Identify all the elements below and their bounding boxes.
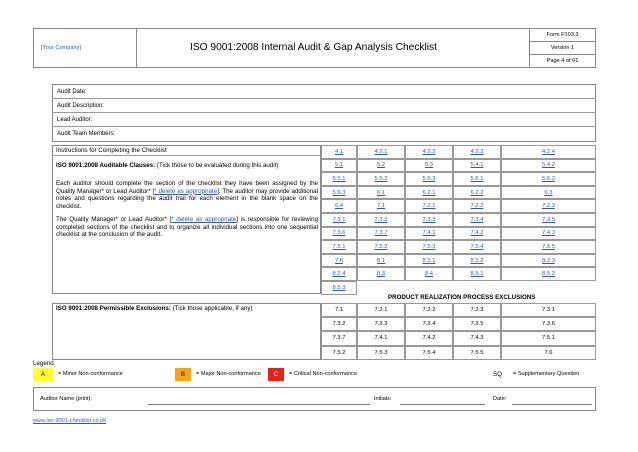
- footer-url[interactable]: www.iso-9001-checklist.co.uk: [33, 418, 107, 424]
- clause-link[interactable]: 5.4.2: [542, 162, 555, 169]
- signoff-box: [33, 387, 596, 411]
- page-number: Page 4 of 61: [546, 58, 579, 64]
- signoff-date-label: Date:: [493, 396, 507, 402]
- legend-text-b: = Major Non-conformance: [196, 371, 261, 377]
- clause-cell[interactable]: [405, 254, 453, 268]
- legend-swatch-c: C: [268, 368, 284, 381]
- exclusions-label-bold: ISO 9001:2008 Permissible Exclusions:: [56, 305, 171, 312]
- company-name: [Your Company]: [41, 45, 81, 51]
- clause-cell[interactable]: [453, 240, 501, 254]
- para2-text-b: ] is responsible for reviewing completed sections of the checklist and to organize all individual sections into one sequential checklist at the conclusion of the audit.: [56, 216, 319, 239]
- form-info-divider-2: [529, 54, 596, 55]
- clause-link[interactable]: 8.5.1: [470, 271, 484, 278]
- clause-link[interactable]: 8.3: [376, 271, 386, 278]
- clause-link[interactable]: 7.4.1: [422, 230, 436, 237]
- clause-cell[interactable]: [357, 159, 405, 173]
- clause-cell[interactable]: [321, 159, 357, 173]
- exclusion-cell[interactable]: 7.6: [501, 346, 596, 360]
- clause-cell[interactable]: [321, 254, 357, 268]
- legend-swatch-a: A: [33, 368, 53, 381]
- form-info-divider-1: [529, 41, 596, 42]
- clause-link[interactable]: 7.2.2: [470, 203, 484, 210]
- clause-link[interactable]: 8.2.3: [542, 257, 555, 264]
- para2-delete-link[interactable]: * delete as appropriate: [171, 216, 237, 223]
- clause-cell[interactable]: [321, 281, 357, 295]
- clause-link[interactable]: 6.1: [376, 189, 386, 196]
- clause-link[interactable]: 7.3.1: [332, 216, 346, 223]
- clause-cell[interactable]: [321, 199, 357, 213]
- clause-cell[interactable]: [405, 227, 453, 241]
- signoff-date-line[interactable]: [512, 404, 592, 405]
- clause-cell[interactable]: [405, 186, 453, 200]
- clause-link[interactable]: 4.2.1: [374, 148, 388, 155]
- clause-cell[interactable]: [405, 159, 453, 173]
- audit-description-label: Audit Description:: [57, 102, 105, 109]
- clause-link[interactable]: 7.3.2: [374, 216, 388, 223]
- clause-link[interactable]: 7.1: [376, 203, 386, 210]
- clause-cell[interactable]: [405, 213, 453, 227]
- exclusion-cell[interactable]: 7.5.4: [405, 346, 453, 360]
- clause-cell[interactable]: [501, 254, 596, 268]
- exclusion-cell[interactable]: 7.2.1: [357, 303, 405, 317]
- para2-text-a: The Quality Manager* or Lead Auditor* [: [56, 216, 172, 223]
- exclusions-label-note: (Tick those applicable, if any): [170, 305, 253, 312]
- exclusion-cell[interactable]: 7.3.1: [501, 303, 596, 317]
- clause-link[interactable]: 7.4.2: [470, 230, 484, 237]
- clause-cell[interactable]: [405, 240, 453, 254]
- clause-cell[interactable]: [501, 172, 596, 186]
- legend-code-sq: SQ: [493, 371, 502, 378]
- clause-link[interactable]: 7.6: [334, 257, 344, 264]
- clause-link[interactable]: 7.5.4: [470, 243, 484, 250]
- clause-link[interactable]: 5.6.1: [470, 175, 484, 182]
- auditor-name-label: Auditor Name (print):: [40, 396, 92, 402]
- clause-link[interactable]: 7.5.3: [422, 243, 436, 250]
- exclusion-cell[interactable]: 7.2.2: [405, 303, 453, 317]
- instructions-para-2: [56, 216, 318, 239]
- legend-swatch-b: B: [175, 368, 191, 381]
- clause-cell[interactable]: [501, 199, 596, 213]
- clause-cell[interactable]: [405, 199, 453, 213]
- clause-link[interactable]: 6.3: [544, 189, 553, 196]
- legend-text-a: = Minor Non-conformance: [58, 371, 123, 377]
- clause-cell[interactable]: [453, 159, 501, 173]
- clause-link[interactable]: 4.2.3: [470, 148, 484, 155]
- clause-link[interactable]: 5.2: [376, 162, 386, 169]
- exclusion-cell[interactable]: 7.4.1: [357, 331, 405, 345]
- audit-date-label: Audit Date:: [57, 88, 87, 95]
- clause-cell[interactable]: [321, 213, 357, 227]
- clause-cell[interactable]: [321, 172, 357, 186]
- instructions-heading: Instructions for Completing the Checklist: [56, 147, 167, 154]
- clause-cell[interactable]: [357, 213, 405, 227]
- clause-link[interactable]: 5.1: [334, 162, 344, 169]
- clause-cell[interactable]: [453, 199, 501, 213]
- clause-cell[interactable]: [501, 213, 596, 227]
- para1-text-a: Each auditor should complete the section of the checklist they have been assigned by the Quality Manager* or Lead Auditor* [: [56, 180, 318, 195]
- exclusion-cell[interactable]: 7.1: [321, 303, 357, 317]
- clause-cell[interactable]: [357, 145, 405, 159]
- clause-link[interactable]: 6.2.2: [470, 189, 484, 196]
- clause-cell[interactable]: [501, 145, 596, 159]
- clause-link[interactable]: 5.6.2: [542, 175, 555, 182]
- clause-cell[interactable]: [405, 172, 453, 186]
- exclusion-cell[interactable]: 7.3.3: [357, 317, 405, 331]
- clause-link[interactable]: 7.2.1: [422, 203, 436, 210]
- exclusion-cell[interactable]: 7.3.7: [321, 331, 357, 345]
- clause-link[interactable]: 5.5.1: [332, 175, 346, 182]
- clause-link[interactable]: 7.3.5: [542, 216, 555, 223]
- legend-text-c: = Critical Non-conformance: [289, 371, 357, 377]
- clause-link[interactable]: 8.5.3: [332, 284, 346, 291]
- clause-link[interactable]: 8.2.2: [470, 257, 484, 264]
- audit-team-field[interactable]: [52, 127, 596, 141]
- exclusion-cell[interactable]: 7.2.3: [453, 303, 501, 317]
- page-title: ISO 9001:2008 Internal Audit & Gap Analysis Checklist: [190, 42, 437, 53]
- clause-link[interactable]: 4.1: [334, 148, 344, 155]
- audit-team-label: Audit Team Members:: [57, 131, 116, 137]
- exclusion-cell[interactable]: 7.3.5: [453, 317, 501, 331]
- legend-title: Legend: [33, 360, 54, 367]
- exclusion-cell[interactable]: 7.5.5: [453, 346, 501, 360]
- clause-link[interactable]: 5.4.1: [470, 162, 484, 169]
- clause-cell[interactable]: [453, 145, 501, 159]
- clause-cell[interactable]: [357, 172, 405, 186]
- form-number: Form F103.3: [546, 32, 579, 38]
- clause-cell[interactable]: [321, 186, 357, 200]
- clause-link[interactable]: 4.2.2: [422, 148, 436, 155]
- clause-cell[interactable]: [357, 227, 405, 241]
- exclusion-cell[interactable]: 7.3.4: [405, 317, 453, 331]
- exclusion-cell[interactable]: 7.3.2: [321, 317, 357, 331]
- version: Version 1: [550, 45, 575, 51]
- clause-link[interactable]: 7.4.3: [542, 230, 555, 237]
- lead-auditor-label: Lead Auditor:: [57, 116, 93, 123]
- auditable-clauses-note: (Tick those to be evaluated during this audit): [155, 162, 279, 169]
- clause-cell[interactable]: [501, 186, 596, 200]
- exclusion-cell[interactable]: 7.4.3: [453, 331, 501, 345]
- clause-cell[interactable]: [357, 186, 405, 200]
- audit-description-field[interactable]: [52, 99, 596, 113]
- clause-cell[interactable]: [321, 145, 357, 159]
- clause-link[interactable]: 7.3.6: [332, 230, 346, 237]
- clause-cell[interactable]: [501, 240, 596, 254]
- clause-cell[interactable]: [357, 267, 405, 281]
- legend-text-sq: = Supplementary Question: [513, 371, 580, 377]
- auditable-clauses-label: [56, 162, 318, 169]
- clause-link[interactable]: 7.5.5: [542, 243, 555, 250]
- exclusion-cell[interactable]: 7.5.2: [321, 346, 357, 360]
- exclusions-label: [56, 305, 318, 312]
- clause-cell[interactable]: [357, 199, 405, 213]
- clause-link[interactable]: 5.5.2: [374, 175, 388, 182]
- clause-link[interactable]: 7.3.4: [470, 216, 484, 223]
- lead-auditor-field[interactable]: [52, 113, 596, 127]
- clause-link[interactable]: 8.4: [424, 271, 434, 278]
- clause-link[interactable]: 5.6.3: [332, 189, 346, 196]
- exclusion-cell[interactable]: 7.4.2: [405, 331, 453, 345]
- clause-link[interactable]: 7.3.3: [422, 216, 436, 223]
- clause-cell[interactable]: [357, 254, 405, 268]
- auditor-name-line[interactable]: [148, 404, 370, 405]
- clause-link[interactable]: 7.5.1: [332, 243, 346, 250]
- clause-cell[interactable]: [501, 159, 596, 173]
- para1-delete-link[interactable]: * delete as appropriate: [154, 187, 218, 195]
- instructions-heading-rule: [52, 155, 321, 156]
- clause-link[interactable]: 4.2.4: [542, 148, 555, 155]
- clause-cell[interactable]: [453, 254, 501, 268]
- clause-cell[interactable]: [321, 227, 357, 241]
- clause-link[interactable]: 6.4: [334, 203, 344, 210]
- clause-cell[interactable]: [405, 267, 453, 281]
- clause-link[interactable]: 8.5.2: [542, 271, 555, 278]
- exclusion-cell[interactable]: 7.5.3: [357, 346, 405, 360]
- initials-label: Initials:: [374, 396, 392, 402]
- clause-cell[interactable]: [453, 172, 501, 186]
- clause-cell[interactable]: [357, 240, 405, 254]
- exclusion-cell[interactable]: 7.3.6: [501, 317, 596, 331]
- clause-link[interactable]: 5.5.3: [422, 175, 436, 182]
- clause-cell[interactable]: [321, 267, 357, 281]
- instructions-para-1: [56, 180, 318, 211]
- clause-cell[interactable]: [453, 213, 501, 227]
- clause-cell[interactable]: [453, 227, 501, 241]
- exclusions-section-title: PRODUCT REALIZATION PROCESS EXCLUSIONS: [388, 294, 536, 301]
- clause-cell[interactable]: [501, 267, 596, 281]
- para1-text-b: ]. The auditor may provide additional notes and questions regarding the audit trail for each element in the blank space on the checklist.: [56, 187, 318, 211]
- audit-date-field[interactable]: [52, 85, 596, 99]
- initials-line[interactable]: [400, 404, 485, 405]
- clause-link[interactable]: 5.3: [424, 162, 434, 169]
- exclusion-cell[interactable]: 7.5.1: [501, 331, 596, 345]
- clause-link[interactable]: 7.2.3: [542, 203, 555, 210]
- clause-cell[interactable]: [453, 186, 501, 200]
- auditable-clauses-bold: ISO 9001:2008 Auditable Clauses:: [56, 162, 156, 169]
- clause-link[interactable]: 8.2.4: [332, 271, 346, 278]
- clause-link[interactable]: 7.3.7: [374, 230, 388, 237]
- clause-link[interactable]: 7.5.2: [374, 243, 388, 250]
- clause-cell[interactable]: [501, 227, 596, 241]
- clause-cell[interactable]: [405, 145, 453, 159]
- clause-link[interactable]: 8.2.1: [422, 257, 436, 264]
- clause-link[interactable]: 6.2.1: [422, 189, 436, 196]
- clause-link[interactable]: 8.1: [376, 257, 386, 264]
- clause-cell[interactable]: [453, 267, 501, 281]
- clause-cell[interactable]: [321, 240, 357, 254]
